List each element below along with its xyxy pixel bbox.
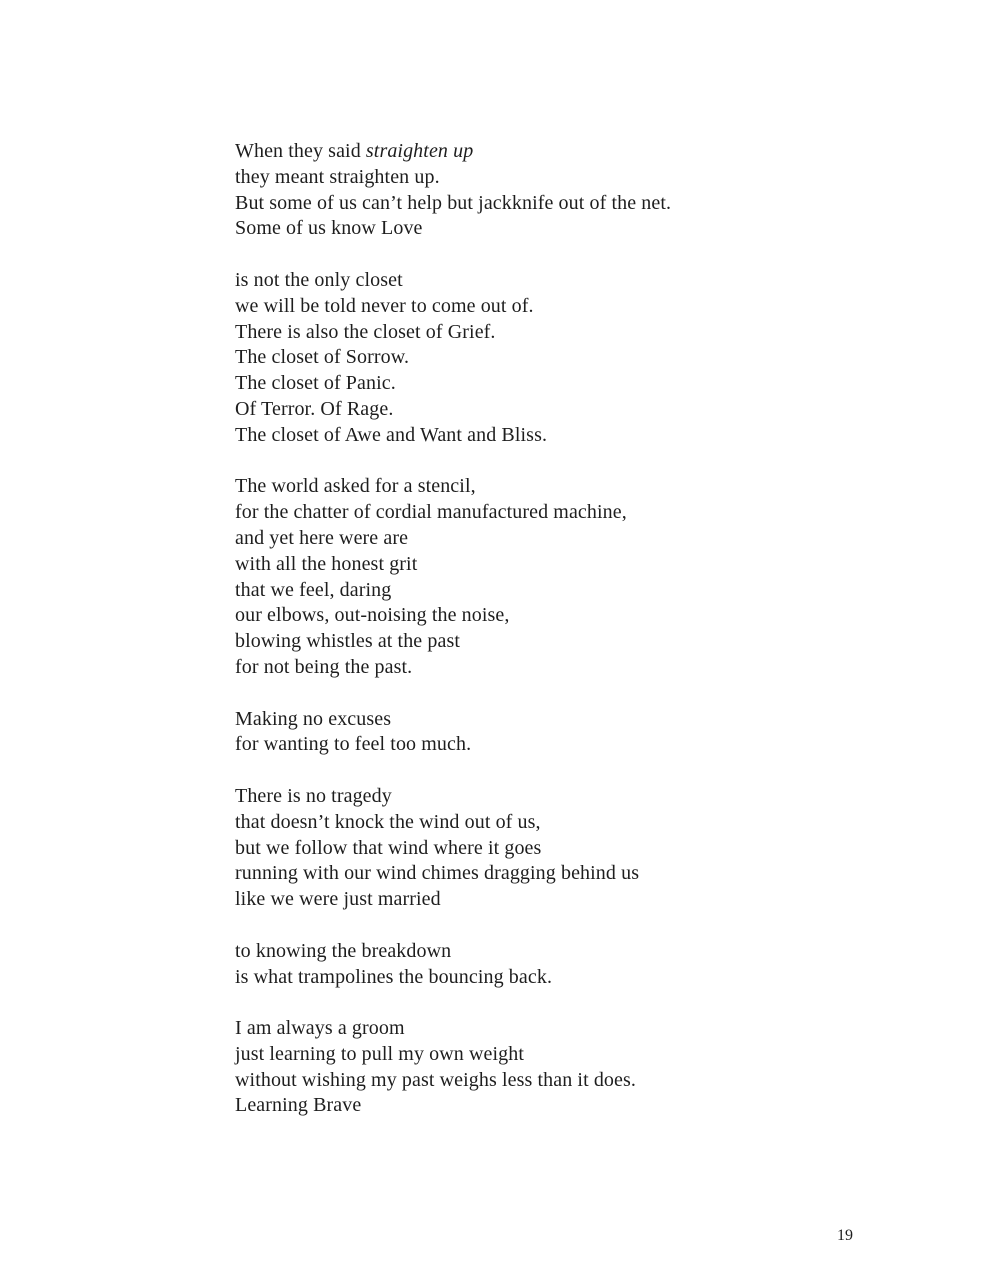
poem-text: we will be told never to come out of.: [235, 294, 534, 317]
poem-line: [235, 836, 671, 862]
poem-line: [235, 784, 671, 810]
stanza: [235, 784, 671, 913]
poem-line: [235, 345, 671, 371]
poem-line: [235, 423, 671, 449]
poem-line: [235, 268, 671, 294]
poem-text: is what trampolines the bouncing back.: [235, 965, 553, 988]
poem-line: [235, 1093, 671, 1119]
stanza: [235, 139, 671, 242]
poem-text: Making no excuses: [235, 707, 392, 730]
poem-line: [235, 371, 671, 397]
poem-line: [235, 732, 671, 758]
poem-line: [235, 965, 671, 991]
poem-line: [235, 500, 671, 526]
poem-line: [235, 526, 671, 552]
poem-text: they meant straighten up.: [235, 165, 440, 188]
poem-line: [235, 165, 671, 191]
poem-line: [235, 655, 671, 681]
poem-text: When they said: [235, 140, 366, 162]
stanza: [235, 268, 671, 449]
poem-text: without wishing my past weighs less than it does.: [235, 1068, 636, 1091]
poem-line: [235, 861, 671, 887]
poem-line: [235, 397, 671, 423]
poem-text: There is no tragedy: [235, 784, 392, 807]
poem-text: running with our wind chimes dragging behind us: [235, 862, 640, 885]
poem-line: [235, 939, 671, 965]
poem-line: [235, 810, 671, 836]
poem-line: [235, 1016, 671, 1042]
poem-text-italic: straighten up: [365, 140, 474, 162]
poem-text: blowing whistles at the past: [235, 630, 460, 653]
poem-line: [235, 552, 671, 578]
poem-text: our elbows, out-noising the noise,: [235, 604, 510, 627]
poem-line: [235, 1042, 671, 1068]
stanza: [235, 1016, 671, 1119]
poem-line: [235, 139, 671, 165]
poem-text: that doesn’t knock the wind out of us,: [235, 810, 541, 833]
poem-text: just learning to pull my own weight: [235, 1042, 525, 1065]
poem-line: [235, 320, 671, 346]
poem-text: for wanting to feel too much.: [235, 733, 472, 756]
poem-text: The closet of Awe and Want and Bliss.: [235, 423, 548, 446]
poem-text: but we follow that wind where it goes: [235, 836, 542, 859]
stanza: [235, 474, 671, 680]
poem-text: with all the honest grit: [235, 552, 418, 575]
poem-text: Of Terror. Of Rage.: [235, 397, 394, 420]
poem-line: [235, 474, 671, 500]
poem-text: Learning Brave: [235, 1094, 362, 1117]
poem-text: Some of us know Love: [235, 217, 423, 240]
poem-line: [235, 603, 671, 629]
page-number: 19: [837, 1227, 853, 1244]
poem-text: But some of us can’t help but jackknife out of the net.: [235, 191, 672, 214]
poem: [235, 139, 671, 1119]
poem-text: that we feel, daring: [235, 578, 392, 601]
poem-text: for not being the past.: [235, 655, 413, 678]
poem-text: to knowing the breakdown: [235, 939, 452, 962]
poem-text: There is also the closet of Grief.: [235, 320, 496, 343]
poem-text: is not the only closet: [235, 268, 403, 291]
poem-line: [235, 216, 671, 242]
poem-line: [235, 629, 671, 655]
poem-text: for the chatter of cordial manufactured machine,: [235, 501, 627, 524]
stanza: [235, 707, 671, 759]
poem-line: [235, 191, 671, 217]
poem-text: like we were just married: [235, 888, 441, 911]
poem-text: The world asked for a stencil,: [235, 475, 476, 498]
poem-line: [235, 1068, 671, 1094]
poem-line: [235, 887, 671, 913]
poem-line: [235, 578, 671, 604]
stanza: [235, 939, 671, 991]
poem-text: and yet here were are: [235, 526, 409, 549]
poem-line: [235, 707, 671, 733]
poem-line: [235, 294, 671, 320]
poem-text: The closet of Panic.: [235, 372, 396, 395]
poem-text: I am always a groom: [235, 1017, 405, 1040]
poem-text: The closet of Sorrow.: [235, 346, 410, 369]
